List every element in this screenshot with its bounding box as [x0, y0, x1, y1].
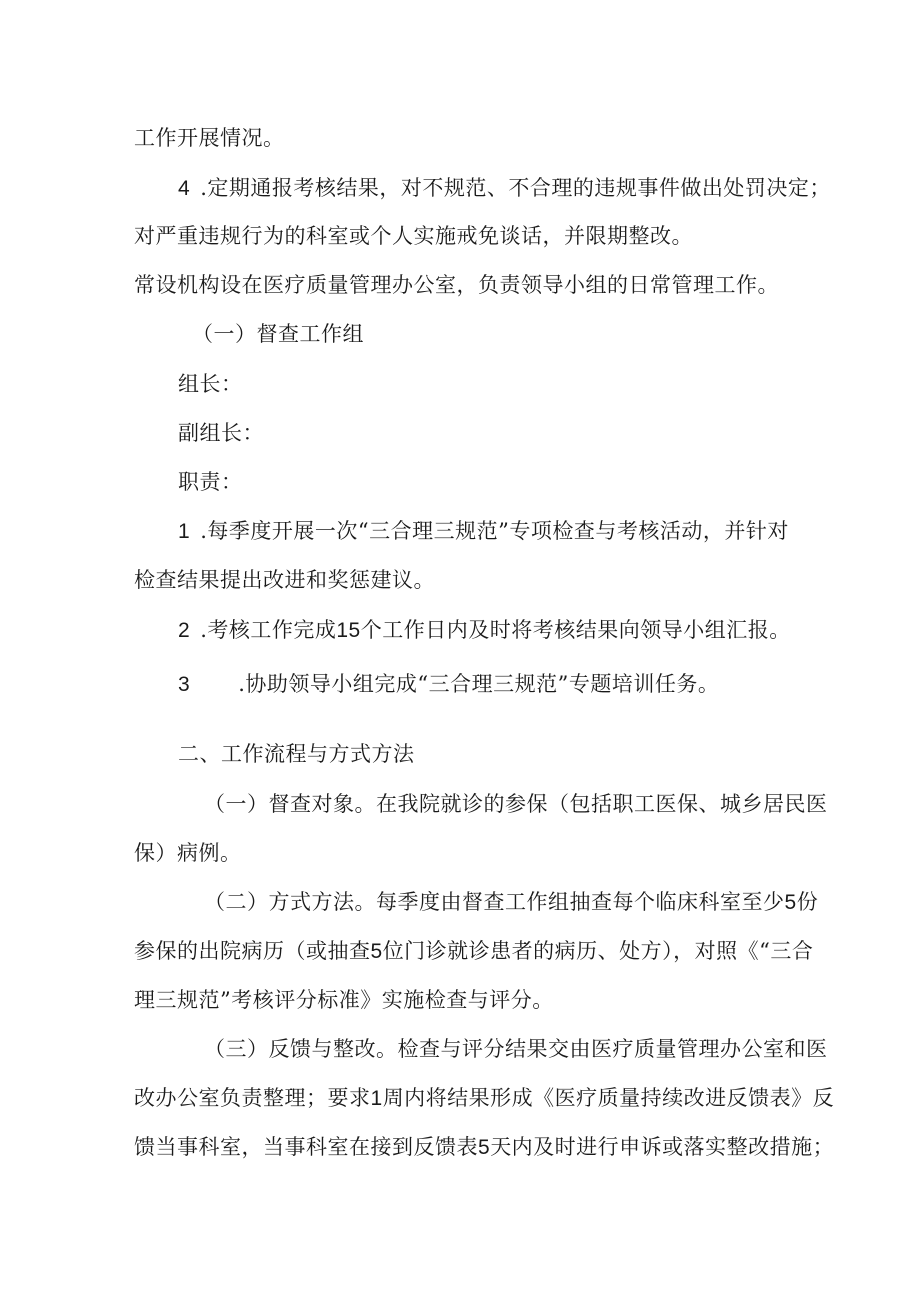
paragraph-line	[178, 616, 791, 645]
paragraph-line	[204, 888, 818, 917]
text-span: （一）督查工作组	[192, 322, 364, 346]
text-span: 馈当事科室，当事科室在接到反馈表	[134, 1135, 478, 1159]
text-number: 15	[336, 619, 361, 642]
text-span: .协助领导小组完成“三合理三规范”专题培训任务。	[238, 672, 720, 696]
item-number: 2	[178, 619, 191, 642]
text-span: 个工作日内及时将考核结果向领导小组汇报。	[360, 618, 791, 642]
text-span: 参保的出院病历（或抽查	[134, 939, 371, 963]
paragraph-line	[178, 670, 719, 699]
text-span: （二）方式方法。每季度由督查工作组抽查每个临床科室至少	[204, 890, 785, 914]
text-span: 组长：	[178, 372, 243, 396]
paragraph-line	[178, 174, 831, 203]
text-span: 对严重违规行为的科室或个人实施戒免谈话，并限期整改。	[134, 224, 693, 248]
paragraph-line	[178, 517, 789, 546]
text-span: （三）反馈与整改。检查与评分结果交由医疗质量管理办公室和医	[204, 1037, 828, 1061]
text-number: 5	[370, 940, 383, 963]
paragraph-line	[134, 986, 554, 1014]
paragraph-line	[204, 790, 828, 818]
text-span: 工作开展情况。	[134, 126, 285, 150]
paragraph-line	[134, 937, 813, 966]
item-number: 3	[178, 673, 191, 696]
text-number: 5	[784, 891, 797, 914]
text-number: 1	[370, 1087, 383, 1110]
paragraph-line	[204, 1035, 828, 1063]
text-span: 常设机构设在医疗质量管理办公室，负责领导小组的日常管理工作。	[134, 273, 779, 297]
paragraph-line	[178, 370, 243, 398]
paragraph-line	[134, 271, 779, 299]
text-span: 检查结果提出改进和奖惩建议。	[134, 568, 435, 592]
text-number: 5	[478, 1136, 491, 1159]
text-span: 副组长：	[178, 421, 264, 445]
paragraph-line	[134, 1084, 834, 1113]
paragraph-line	[134, 124, 285, 152]
paragraph-line	[134, 839, 242, 867]
text-span: .考核工作完成	[200, 618, 337, 642]
text-span: .定期通报考核结果，对不规范、不合理的违规事件做出处罚决定；	[200, 176, 831, 200]
paragraph-line	[134, 1133, 834, 1162]
paragraph-line	[134, 566, 435, 594]
item-number: 1	[178, 520, 191, 543]
text-span: （一）督查对象。在我院就诊的参保（包括职工医保、城乡居民医	[204, 792, 828, 816]
text-span: 周内将结果形成《医疗质量持续改进反馈表》反	[382, 1086, 835, 1110]
text-span: 改办公室负责整理；要求	[134, 1086, 371, 1110]
text-span: .每季度开展一次“三合理三规范”专项检查与考核活动，并针对	[200, 519, 789, 543]
item-number: 4	[178, 177, 191, 200]
paragraph-line	[178, 468, 243, 496]
text-span: 理三规范”考核评分标准》实施检查与评分。	[134, 988, 554, 1012]
paragraph-line	[134, 222, 693, 250]
text-span: 天内及时进行申诉或落实整改措施；	[490, 1135, 835, 1159]
section-heading	[178, 740, 415, 768]
section-heading	[192, 320, 364, 348]
text-span: 二、工作流程与方式方法	[178, 742, 415, 766]
paragraph-line	[178, 419, 264, 447]
text-span: 保）病例。	[134, 841, 242, 865]
text-span: 份	[796, 890, 819, 914]
text-span: 位门诊就诊患者的病历、处方），对照《“三合	[382, 939, 814, 963]
text-span: 职责：	[178, 470, 243, 494]
